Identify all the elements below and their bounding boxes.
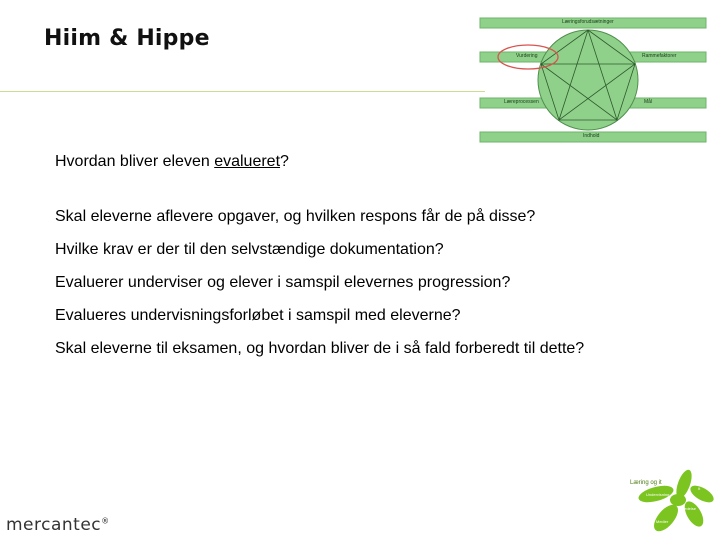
content-item: Evaluerer underviser og elever i samspil elevernes progression?	[55, 274, 511, 291]
slide-content	[55, 152, 695, 357]
diagram-label-top: Læringsforudsætninger	[562, 19, 614, 25]
main-question	[55, 152, 695, 172]
diagram-circle	[538, 30, 638, 130]
diagram-label-laereprocessen: Læreprocessen	[504, 99, 539, 105]
flower-label-medier: Medier	[656, 519, 669, 524]
laering-og-it-logo	[618, 464, 718, 534]
title-divider	[0, 91, 485, 92]
question-suffix: ?	[280, 153, 289, 170]
content-item: Skal eleverne til eksamen, og hvordan bliver de i så fald forberedt til dette?	[55, 340, 585, 357]
logo-wordmark: mercantec	[6, 515, 102, 535]
mercantec-logo	[6, 515, 110, 535]
diagram-graphic	[478, 16, 708, 144]
content-item: Evalueres undervisningsforløbet i samspil med eleverne?	[55, 307, 461, 324]
content-item: Hvilke krav er der til den selvstændige dokumentation?	[55, 241, 444, 258]
flower-label-undervisning: Undervisning	[646, 492, 670, 497]
question-keyword: evalueret	[214, 153, 281, 170]
diagram-label-rammefaktorer: Rammefaktorer	[642, 53, 677, 59]
content-item: Skal eleverne aflevere opgaver, og hvilken respons får de på disse?	[55, 208, 536, 225]
flower-petals	[637, 468, 716, 534]
flower-title: Læring og it	[630, 480, 662, 486]
flower-label-ledelse: Ledelse	[682, 506, 697, 511]
diagram-label-vurdering: Vurdering	[516, 53, 538, 59]
diagram-label-indhold: Indhold	[583, 133, 600, 139]
flower-label-it: It	[698, 486, 701, 491]
petal	[688, 482, 717, 505]
question-prefix: Hvordan bliver eleven	[55, 153, 215, 170]
didactic-diagram	[478, 16, 708, 144]
slide-title: Hiim & Hippe	[44, 26, 210, 51]
logo-registered-mark: ®	[101, 516, 110, 526]
diagram-label-maal: Mål	[644, 99, 653, 105]
